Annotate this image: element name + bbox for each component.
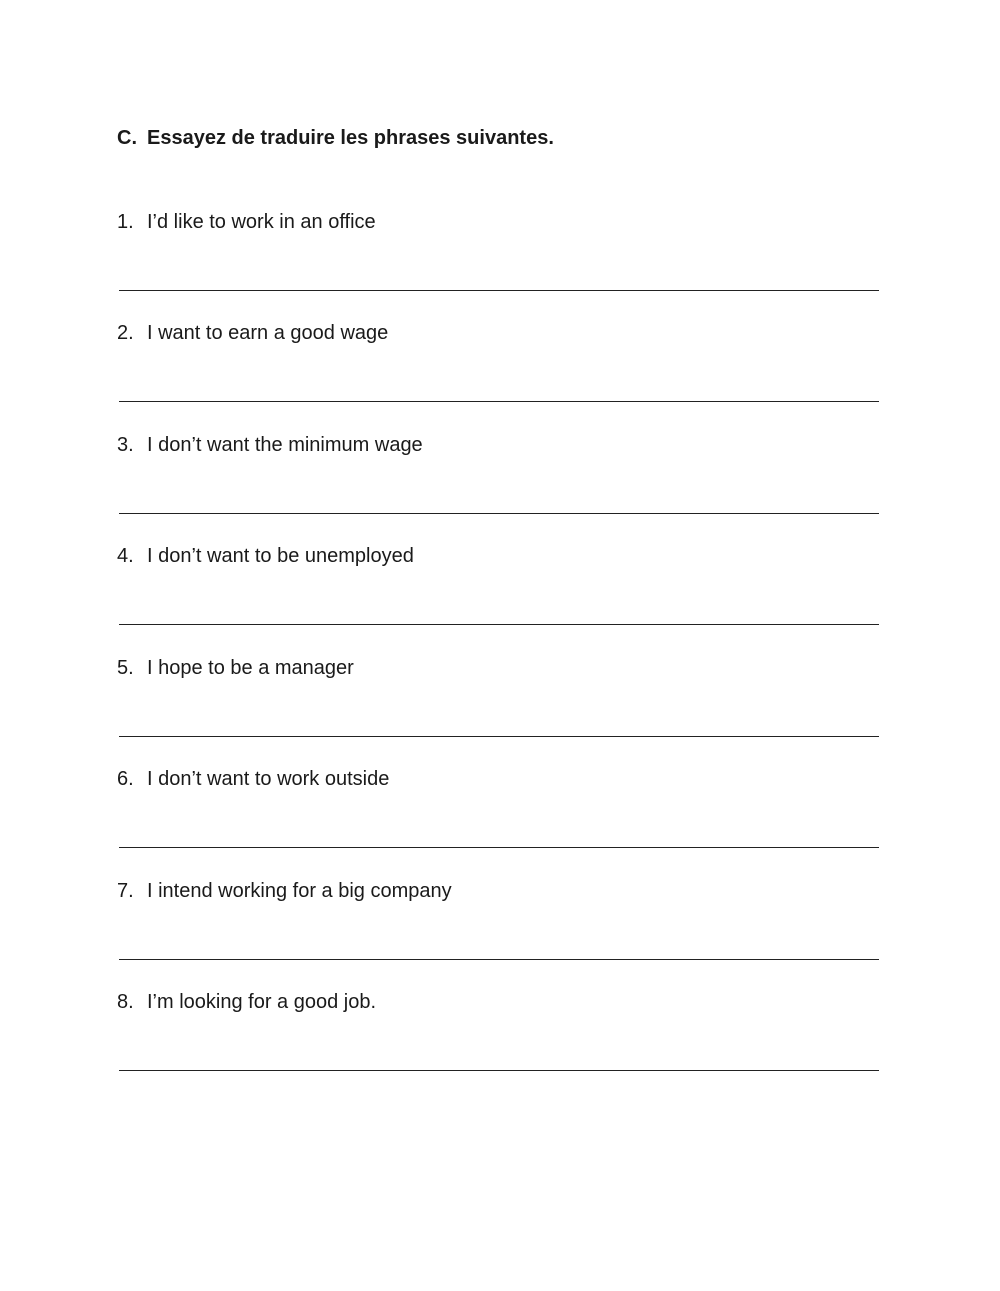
- question-number: 5.: [117, 657, 134, 679]
- question-number: 8.: [117, 991, 134, 1013]
- question-text: I hope to be a manager: [147, 657, 354, 679]
- answer-line-4[interactable]: [119, 624, 879, 625]
- question-number: 7.: [117, 880, 134, 902]
- answer-line-3[interactable]: [119, 513, 879, 514]
- question-7: [117, 880, 452, 903]
- question-6: [117, 768, 389, 791]
- question-number: 1.: [117, 211, 134, 233]
- question-text: I don’t want the minimum wage: [147, 434, 423, 456]
- answer-line-5[interactable]: [119, 736, 879, 737]
- question-text: I don’t want to work outside: [147, 768, 390, 790]
- question-2: [117, 322, 388, 345]
- answer-line-7[interactable]: [119, 959, 879, 960]
- section-instruction: Essayez de traduire les phrases suivantes.: [147, 127, 554, 149]
- question-text: I’m looking for a good job.: [147, 991, 377, 1013]
- question-number: 6.: [117, 768, 134, 790]
- answer-line-6[interactable]: [119, 847, 879, 848]
- section-heading: [117, 127, 554, 150]
- question-number: 2.: [117, 322, 134, 344]
- answer-line-1[interactable]: [119, 290, 879, 291]
- question-1: [117, 211, 376, 234]
- question-text: I intend working for a big company: [147, 880, 452, 902]
- question-text: I’d like to work in an office: [147, 211, 376, 233]
- question-number: 4.: [117, 545, 134, 567]
- question-4: [117, 545, 414, 568]
- question-text: I want to earn a good wage: [147, 322, 389, 344]
- answer-line-8[interactable]: [119, 1070, 879, 1071]
- question-5: [117, 657, 354, 680]
- section-letter: C.: [117, 127, 137, 149]
- question-text: I don’t want to be unemployed: [147, 545, 414, 567]
- answer-line-2[interactable]: [119, 401, 879, 402]
- question-3: [117, 434, 423, 457]
- question-8: [117, 991, 376, 1014]
- question-number: 3.: [117, 434, 134, 456]
